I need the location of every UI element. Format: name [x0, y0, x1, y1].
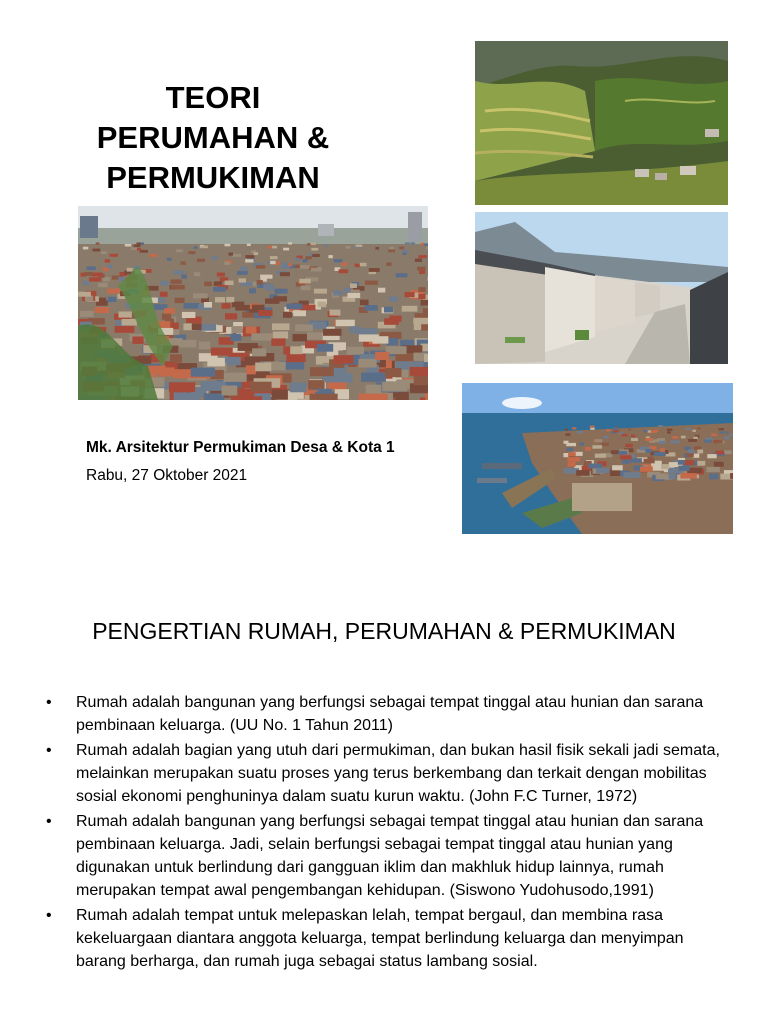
definition-text: Rumah adalah bangunan yang berfungsi sebagai tempat tinggal atau hunian dan sarana pembinaan keluarga. (UU No. 1 Tahun 2011)	[76, 694, 704, 734]
slide-title	[70, 78, 356, 198]
definition-slide	[0, 576, 768, 1024]
bullet-icon: •	[46, 694, 52, 711]
definition-text: Rumah adalah bagian yang utuh dari permukiman, dan bukan hasil fisik sekali jadi semata, melainkan merupakan suatu proses yang terus berkembang dan terkait dengan mobilitas sosial ekonomi penghuninya dalam suatu kurun waktu. (John F.C Turner, 1972)	[76, 742, 720, 805]
photo-dense-settlement	[78, 206, 428, 400]
course-name: Mk. Arsitektur Permukiman Desa & Kota 1	[86, 439, 395, 456]
title-line-1: TEORI	[165, 80, 261, 115]
list-item	[46, 739, 736, 808]
title-line-3: PERMUKIMAN	[106, 160, 320, 195]
list-item	[46, 810, 736, 902]
slide-heading: PENGERTIAN RUMAH, PERUMAHAN & PERMUKIMAN	[92, 618, 676, 644]
list-item	[46, 904, 736, 973]
definition-list	[46, 691, 736, 975]
bullet-icon: •	[46, 813, 52, 830]
definition-text: Rumah adalah bangunan yang berfungsi sebagai tempat tinggal atau hunian dan sarana pembinaan keluarga. Jadi, selain berfungsi sebagai tempat tinggal atau hunian yang digunakan untuk berlindung dari gangguan iklim dan makhluk hidup lainnya, rumah merupakan tempat awal pengembangan kehidupan. (Siswono Yudohusodo,1991)	[76, 813, 704, 899]
photo-coastal-settlement	[462, 383, 733, 534]
photo-rice-terrace-village	[475, 41, 728, 205]
list-item	[46, 691, 736, 737]
definition-text: Rumah adalah tempat untuk melepaskan lelah, tempat bergaul, dan membina rasa kekeluargaan diantara anggota keluarga, tempat berlindung keluarga dan menyimpan barang berharga, dan rumah juga sebagai status lambang sosial.	[76, 907, 684, 970]
bullet-icon: •	[46, 907, 52, 924]
lecture-date: Rabu, 27 Oktober 2021	[86, 467, 248, 484]
title-line-2: PERUMAHAN &	[96, 120, 330, 155]
photo-housing-estate	[475, 212, 728, 364]
bullet-icon: •	[46, 742, 52, 759]
